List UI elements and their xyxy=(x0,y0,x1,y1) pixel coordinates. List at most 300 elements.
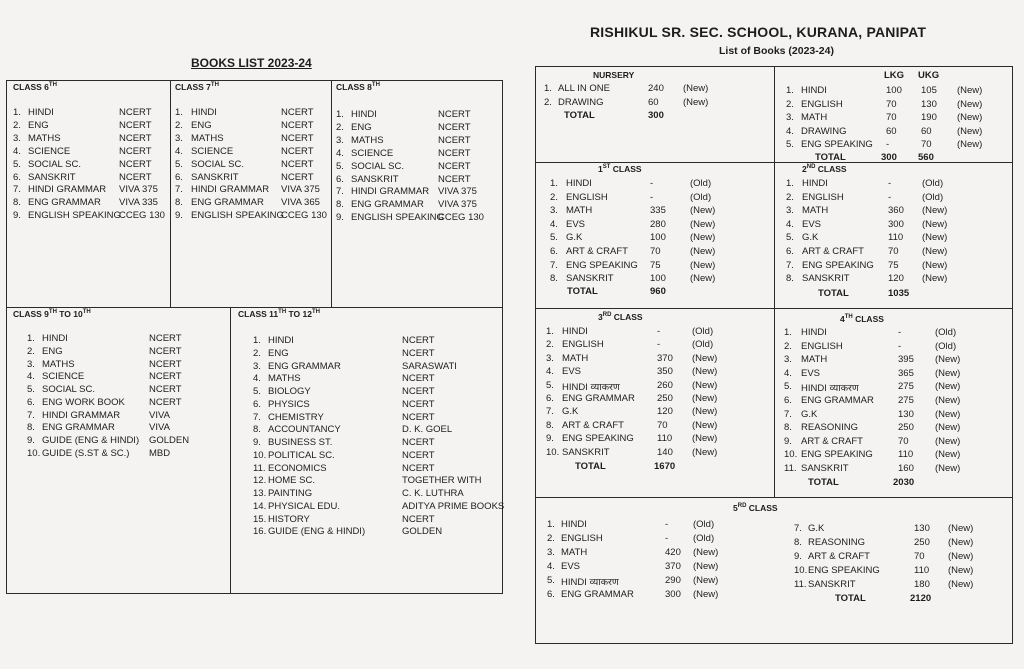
book-subject: GUIDE (ENG & HINDI) xyxy=(42,435,140,446)
section-heading xyxy=(840,314,884,324)
book-status: (New) xyxy=(922,246,948,257)
book-subject: ENGLISH SPEAKING xyxy=(351,212,444,224)
book-status: (Old) xyxy=(693,519,715,530)
book-subject: GUIDE (S.ST & SC.) xyxy=(42,447,130,459)
price: 350 xyxy=(657,366,673,378)
price: 335 xyxy=(650,205,666,217)
item-number: 11. xyxy=(794,579,807,590)
heading-text: CLASS xyxy=(815,164,847,174)
total-ukg: 560 xyxy=(918,152,934,163)
item-number: 2. xyxy=(784,340,792,352)
section-heading xyxy=(13,309,91,319)
book-publisher: VIVA xyxy=(149,422,170,434)
book-publisher: VIVA 375 xyxy=(438,199,477,211)
ukg-price: 130 xyxy=(921,98,937,110)
price: 110 xyxy=(898,449,914,461)
price: 110 xyxy=(888,232,904,244)
heading-text: TO 10 xyxy=(56,309,83,319)
item-number: 4. xyxy=(550,218,558,230)
price: - xyxy=(657,339,661,351)
heading-text: CLASS 8 xyxy=(336,82,372,92)
heading-superscript: RD xyxy=(737,503,747,510)
item-number: 2. xyxy=(786,98,794,110)
book-publisher: NCERT xyxy=(402,347,435,359)
section-heading xyxy=(802,164,847,174)
heading-superscript: TH xyxy=(48,82,57,89)
total-value: 2030 xyxy=(893,477,915,488)
book-status: (New) xyxy=(935,395,961,406)
book-publisher: NCERT xyxy=(149,345,182,357)
book-subject: MATH xyxy=(561,547,588,558)
school-name: RISHIKUL SR. SEC. SCHOOL, KURANA, PANIPAT xyxy=(590,24,927,40)
item-number: 3. xyxy=(786,205,794,217)
book-subject: ALL IN ONE xyxy=(558,83,610,94)
book-publisher: NCERT xyxy=(119,145,152,157)
heading-text: 1 xyxy=(598,164,603,174)
item-number: 2. xyxy=(175,119,183,131)
right-divider xyxy=(774,66,775,498)
book-subject: HINDI xyxy=(562,326,588,337)
book-publisher: NCERT xyxy=(281,132,314,144)
item-number: 8. xyxy=(253,424,261,436)
item-number: 10. xyxy=(794,565,808,576)
book-publisher: NCERT xyxy=(402,335,435,346)
item-number: 3. xyxy=(13,132,21,144)
item-number: 2. xyxy=(27,345,35,357)
heading-text: 3 xyxy=(598,312,603,322)
book-subject: HISTORY xyxy=(268,513,310,525)
book-publisher: VIVA 375 xyxy=(119,184,158,196)
price: - xyxy=(665,533,669,544)
book-status: (New) xyxy=(957,85,983,96)
heading-superscript: TH xyxy=(371,82,380,89)
book-subject: SANSKRIT xyxy=(191,171,239,183)
item-number: 4. xyxy=(27,371,35,383)
book-status: (New) xyxy=(690,259,716,271)
book-subject: SANSKRIT xyxy=(808,579,856,590)
book-subject: ENGLISH xyxy=(561,533,603,544)
book-subject: HINDI GRAMMAR xyxy=(191,184,270,196)
book-status: (New) xyxy=(922,273,948,285)
item-number: 7. xyxy=(786,259,794,271)
item-number: 10. xyxy=(784,449,798,461)
book-publisher: NCERT xyxy=(402,462,435,474)
item-number: 3. xyxy=(550,205,558,217)
lkg-price: 100 xyxy=(886,85,902,96)
heading-text: CLASS xyxy=(852,314,884,324)
item-number: 4. xyxy=(546,366,554,378)
item-number: 1. xyxy=(13,107,21,118)
book-publisher: NCERT xyxy=(438,134,471,146)
book-publisher: NCERT xyxy=(438,121,471,133)
item-number: 8. xyxy=(784,422,792,434)
item-number: 5. xyxy=(546,379,554,391)
item-number: 7. xyxy=(253,411,261,423)
price: 180 xyxy=(914,579,930,590)
item-number: 9. xyxy=(336,212,344,224)
book-status: (New) xyxy=(690,232,716,244)
book-subject: ENG xyxy=(191,119,212,131)
item-number: 5. xyxy=(175,158,183,170)
item-number: 5. xyxy=(336,160,344,172)
price: 290 xyxy=(665,575,681,586)
book-subject: MATHS xyxy=(42,358,75,370)
item-number: 2. xyxy=(544,96,552,108)
book-subject: MATHS xyxy=(351,134,384,146)
price: 240 xyxy=(648,83,664,94)
book-publisher: CCEG 130 xyxy=(438,212,484,224)
item-number: 1. xyxy=(253,335,261,346)
book-publisher: NCERT xyxy=(402,386,435,397)
item-number: 1. xyxy=(786,178,794,189)
book-publisher: NCERT xyxy=(149,371,182,383)
item-number: 6. xyxy=(786,246,794,257)
book-subject: HINDI xyxy=(801,85,827,96)
book-subject: ENG GRAMMAR xyxy=(191,197,264,209)
book-subject: MATH xyxy=(566,205,593,217)
book-status: (New) xyxy=(692,379,718,391)
book-subject: MATHS xyxy=(268,373,301,385)
book-status: (New) xyxy=(693,561,719,572)
book-status: (Old) xyxy=(935,327,957,338)
right-divider xyxy=(535,308,1013,309)
book-publisher: NCERT xyxy=(281,107,314,118)
section-heading xyxy=(733,503,778,513)
book-subject: PAINTING xyxy=(268,488,313,499)
item-number: 2. xyxy=(786,191,794,203)
book-status: (New) xyxy=(690,246,716,257)
section-heading xyxy=(175,82,219,92)
book-subject: ENG GRAMMAR xyxy=(28,197,101,209)
item-number: 4. xyxy=(786,125,794,137)
heading-text: 2 xyxy=(802,164,807,174)
item-number: 5. xyxy=(550,232,558,244)
book-subject: BIOLOGY xyxy=(268,386,311,397)
book-subject: SANSKRIT xyxy=(562,446,610,458)
book-subject: ENG GRAMMAR xyxy=(801,395,874,406)
book-publisher: NCERT xyxy=(119,132,152,144)
book-subject: SCIENCE xyxy=(191,145,234,157)
book-subject: HINDI xyxy=(351,109,377,120)
book-subject: ENGLISH xyxy=(566,191,608,203)
heading-text: 4 xyxy=(840,314,845,324)
book-status: (New) xyxy=(948,579,974,590)
book-subject: ECONOMICS xyxy=(268,462,327,474)
book-subject: CHEMISTRY xyxy=(268,411,324,423)
item-number: 4. xyxy=(786,218,794,230)
item-number: 7. xyxy=(550,259,558,271)
heading-text: CLASS xyxy=(610,164,642,174)
book-subject: ENG GRAMMAR xyxy=(561,589,634,600)
item-number: 8. xyxy=(27,422,35,434)
book-status: (New) xyxy=(957,112,983,123)
book-status: (New) xyxy=(922,232,948,244)
heading-superscript: TH xyxy=(278,309,287,316)
item-number: 13. xyxy=(253,488,267,499)
item-number: 4. xyxy=(13,145,21,157)
lkg-price: 60 xyxy=(886,125,897,137)
book-subject: ENG xyxy=(351,121,372,133)
heading-text: CLASS 6 xyxy=(13,82,49,92)
book-subject: ENGLISH xyxy=(562,339,604,351)
book-publisher: VIVA xyxy=(149,409,170,421)
item-number: 7. xyxy=(546,406,554,418)
book-publisher: NCERT xyxy=(402,437,435,448)
item-number: 7. xyxy=(175,184,183,196)
price: - xyxy=(657,326,661,337)
book-status: (Old) xyxy=(690,178,712,189)
book-status: (New) xyxy=(935,435,961,447)
book-subject: SANSKRIT xyxy=(801,463,849,474)
item-number: 5. xyxy=(13,158,21,170)
book-subject: ENG GRAMMAR xyxy=(562,393,635,404)
book-status: (New) xyxy=(683,96,709,108)
price: 70 xyxy=(898,435,909,447)
book-subject: SANSKRIT xyxy=(28,171,76,183)
book-status: (Old) xyxy=(693,533,715,544)
section-heading xyxy=(598,164,642,174)
item-number: 5. xyxy=(786,139,794,150)
section-heading xyxy=(238,309,320,319)
book-publisher: C. K. LUTHRA xyxy=(402,488,464,499)
book-subject: ENG xyxy=(42,345,63,357)
book-subject: ENG SPEAKING xyxy=(801,139,873,150)
item-number: 4. xyxy=(253,373,261,385)
total-value: 300 xyxy=(648,110,664,121)
total-value: 1035 xyxy=(888,288,910,299)
book-subject: ENGLISH SPEAKING xyxy=(191,210,284,222)
book-subject: POLITICAL SC. xyxy=(268,449,335,461)
book-status: (New) xyxy=(935,408,961,420)
book-publisher: NCERT xyxy=(119,158,152,170)
book-status: (New) xyxy=(948,523,974,534)
ukg-price: 190 xyxy=(921,112,937,123)
book-status: (New) xyxy=(957,98,983,110)
item-number: 3. xyxy=(175,132,183,144)
price: 160 xyxy=(898,463,914,474)
book-subject: ENG WORK BOOK xyxy=(42,396,125,408)
lkg-price: 70 xyxy=(886,112,897,123)
heading-superscript: TH xyxy=(210,82,219,89)
book-status: (New) xyxy=(922,205,948,217)
item-number: 6. xyxy=(27,396,35,408)
price: 110 xyxy=(914,565,930,576)
book-publisher: NCERT xyxy=(149,358,182,370)
price: 130 xyxy=(898,408,914,420)
book-subject: SCIENCE xyxy=(42,371,85,383)
left-divider xyxy=(331,80,332,308)
price: 370 xyxy=(657,352,673,364)
book-publisher: NCERT xyxy=(119,119,152,131)
item-number: 6. xyxy=(547,589,555,600)
book-list-subtitle: List of Books (2023-24) xyxy=(719,45,834,57)
book-subject: MATHS xyxy=(191,132,224,144)
heading-text: 5 xyxy=(733,503,738,513)
item-number: 2. xyxy=(336,121,344,133)
item-number: 3. xyxy=(786,112,794,123)
item-number: 9. xyxy=(175,210,183,222)
heading-superscript: TH xyxy=(48,309,57,316)
heading-superscript: TH xyxy=(311,309,320,316)
item-number: 11. xyxy=(784,463,797,474)
book-publisher: NCERT xyxy=(402,398,435,410)
section-heading: NURSERY xyxy=(593,70,635,80)
item-number: 1. xyxy=(786,85,794,96)
book-status: (New) xyxy=(693,575,719,586)
price: 250 xyxy=(898,422,914,434)
book-subject: MATHS xyxy=(28,132,61,144)
book-subject: HINDI GRAMMAR xyxy=(351,186,430,198)
book-subject: ENGLISH xyxy=(802,191,844,203)
book-subject: HINDI xyxy=(28,107,54,118)
book-status: (Old) xyxy=(692,339,714,351)
book-subject: SOCIAL SC. xyxy=(191,158,244,170)
price: - xyxy=(650,191,654,203)
price: 370 xyxy=(665,561,681,572)
item-number: 15. xyxy=(253,513,267,525)
item-number: 5. xyxy=(27,384,35,395)
book-status: (New) xyxy=(957,125,983,137)
item-number: 1. xyxy=(784,327,792,338)
item-number: 1. xyxy=(175,107,183,118)
item-number: 6. xyxy=(546,393,554,404)
book-subject: ENG SPEAKING xyxy=(562,433,634,445)
item-number: 8. xyxy=(550,273,558,285)
book-publisher: VIVA 375 xyxy=(281,184,320,196)
book-publisher: NCERT xyxy=(119,107,152,118)
item-number: 10. xyxy=(546,446,560,458)
item-number: 7. xyxy=(336,186,344,198)
book-subject: ENG SPEAKING xyxy=(802,259,874,271)
book-subject: ENG GRAMMAR xyxy=(42,422,115,434)
total-value: 960 xyxy=(650,286,666,297)
book-subject: ENG SPEAKING xyxy=(808,565,880,576)
book-subject: HINDI व्याकरण xyxy=(562,381,620,393)
price: - xyxy=(665,519,669,530)
item-number: 11. xyxy=(253,462,266,474)
item-number: 6. xyxy=(175,171,183,183)
item-number: 9. xyxy=(784,435,792,447)
book-subject: HINDI व्याकरण xyxy=(801,383,859,395)
item-number: 5. xyxy=(786,232,794,244)
book-subject: EVS xyxy=(562,366,582,378)
item-number: 8. xyxy=(175,197,183,209)
item-number: 14. xyxy=(253,500,267,512)
price: 260 xyxy=(657,379,673,391)
item-number: 2. xyxy=(546,339,554,351)
price: - xyxy=(898,327,902,338)
book-subject: HINDI xyxy=(42,333,68,344)
book-subject: G.K xyxy=(801,408,818,420)
item-number: 12. xyxy=(253,475,267,487)
price: 70 xyxy=(888,246,899,257)
price: 70 xyxy=(914,551,925,562)
book-subject: HINDI xyxy=(801,327,827,338)
item-number: 3. xyxy=(546,352,554,364)
total-label: TOTAL xyxy=(815,152,846,163)
item-number: 16. xyxy=(253,526,267,538)
item-number: 3. xyxy=(336,134,344,146)
book-subject: ENGLISH xyxy=(801,98,843,110)
book-publisher: NCERT xyxy=(438,173,471,185)
price: 70 xyxy=(657,419,668,431)
book-subject: HINDI xyxy=(566,178,592,189)
book-status: (New) xyxy=(935,463,961,474)
section-heading xyxy=(336,82,380,92)
book-subject: G.K xyxy=(802,232,819,244)
total-label: TOTAL xyxy=(575,461,606,472)
lkg-price: 70 xyxy=(886,98,897,110)
book-publisher: SARASWATI xyxy=(402,360,457,372)
book-subject: ART & CRAFT xyxy=(566,246,628,257)
price: 110 xyxy=(657,433,673,445)
book-subject: HINDI xyxy=(191,107,217,118)
book-subject: MATH xyxy=(562,352,589,364)
item-number: 7. xyxy=(784,408,792,420)
heading-text: CLASS 11 xyxy=(238,309,279,319)
book-status: (New) xyxy=(692,446,718,458)
total-label: TOTAL xyxy=(835,593,866,604)
price: 120 xyxy=(657,406,673,418)
item-number: 6. xyxy=(784,395,792,406)
item-number: 10. xyxy=(253,449,267,461)
book-subject: ACCOUNTANCY xyxy=(268,424,341,436)
book-subject: ENG xyxy=(268,347,289,359)
item-number: 1. xyxy=(546,326,554,337)
book-publisher: NCERT xyxy=(149,384,182,395)
book-publisher: MBD xyxy=(149,447,171,459)
total-label: TOTAL xyxy=(567,286,598,297)
total-value: 1670 xyxy=(654,461,676,472)
book-subject: EVS xyxy=(566,218,586,230)
price: 70 xyxy=(650,246,661,257)
book-publisher: NCERT xyxy=(402,513,435,525)
book-status: (New) xyxy=(690,218,716,230)
book-publisher: VIVA 375 xyxy=(438,186,477,198)
price: - xyxy=(650,178,654,189)
book-status: (New) xyxy=(692,433,718,445)
item-number: 3. xyxy=(784,354,792,366)
book-status: (New) xyxy=(935,422,961,434)
item-number: 2. xyxy=(253,347,261,359)
book-subject: SOCIAL SC. xyxy=(42,384,95,395)
book-subject: ENG SPEAKING xyxy=(566,259,638,271)
book-publisher: NCERT xyxy=(149,333,182,344)
price: 250 xyxy=(914,537,930,548)
left-divider xyxy=(230,307,231,594)
book-subject: REASONING xyxy=(808,537,866,548)
item-number: 5. xyxy=(253,386,261,397)
heading-text: CLASS 7 xyxy=(175,82,211,92)
book-subject: MATH xyxy=(802,205,829,217)
book-publisher: NCERT xyxy=(281,145,314,157)
item-number: 1. xyxy=(544,83,552,94)
book-publisher: CCEG 130 xyxy=(119,210,165,222)
item-number: 7. xyxy=(13,184,21,196)
price: - xyxy=(888,191,892,203)
book-status: (New) xyxy=(692,419,718,431)
book-status: (New) xyxy=(935,381,961,393)
heading-superscript: RD xyxy=(602,312,612,319)
item-number: 9. xyxy=(546,433,554,445)
item-number: 6. xyxy=(336,173,344,185)
book-publisher: CCEG 130 xyxy=(281,210,327,222)
item-number: 8. xyxy=(786,273,794,285)
book-status: (New) xyxy=(922,218,948,230)
price: 275 xyxy=(898,395,914,406)
item-number: 5. xyxy=(784,381,792,393)
book-publisher: NCERT xyxy=(402,449,435,461)
